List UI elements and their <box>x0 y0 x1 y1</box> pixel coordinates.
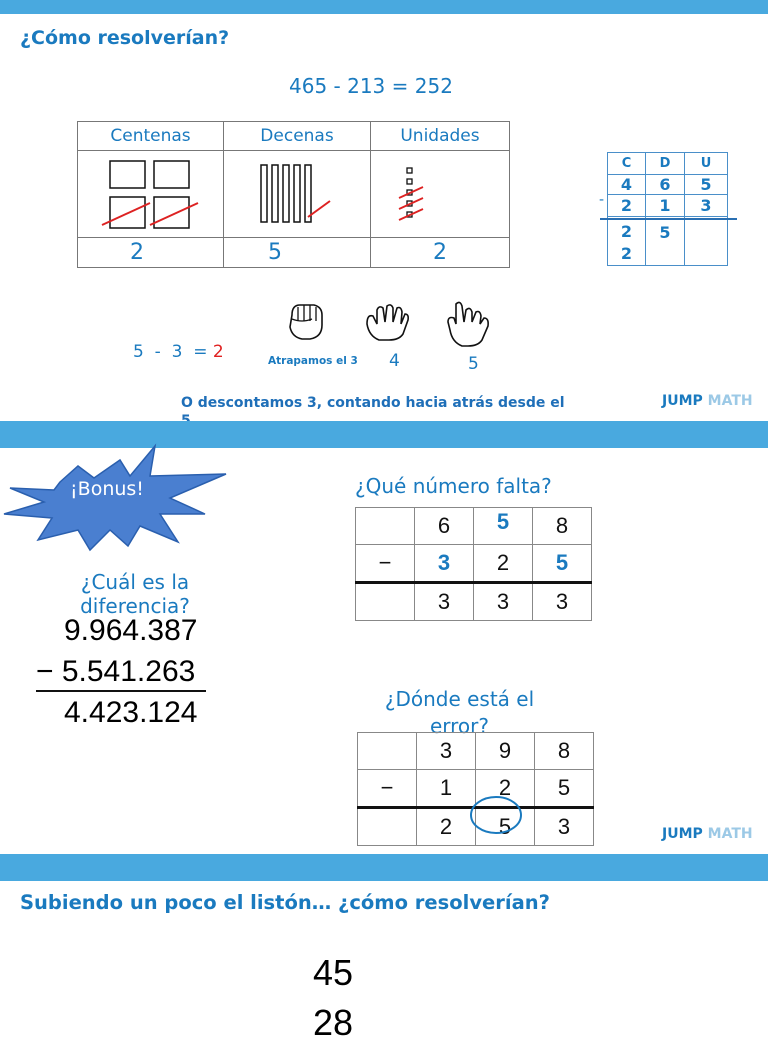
gridB-r2-c0 <box>358 808 417 846</box>
gridB-r1-c2: 2 <box>476 770 535 808</box>
cdu-sum-line <box>600 218 737 220</box>
logo-math-text: MATH <box>707 826 753 842</box>
logo-jump-text: JUMP <box>662 393 703 409</box>
big-number-3: 4.423.124 <box>64 696 198 729</box>
slide1-note: O descontamos 3, contando hacia atrás desde el <box>181 395 565 411</box>
gridA-r0-c2: 5 <box>474 508 533 545</box>
jumpmath-logo-1 <box>662 393 753 409</box>
gridA-r2-c2: 3 <box>474 583 533 621</box>
five-fingers-hand-icon <box>444 298 494 348</box>
gridA-r1-c0: − <box>356 545 415 583</box>
lower-band <box>0 854 768 881</box>
logo-math-text: MATH <box>707 393 753 409</box>
slide3-title: Subiendo un poco el listón… ¿cómo resolverían? <box>20 891 550 914</box>
cdu-header-c: C <box>608 153 646 175</box>
cual-diferencia-text <box>50 570 220 618</box>
cdu-result-c: 2 2 <box>608 217 646 266</box>
slide1-title: ¿Cómo resolverían? <box>20 27 230 49</box>
gridA-r1-c1: 3 <box>415 545 474 583</box>
top-band <box>0 0 768 14</box>
cdu-header-u: U <box>685 153 728 175</box>
header-unidades: Unidades <box>371 122 510 151</box>
gridB-r0-c0 <box>358 733 417 770</box>
gridA-r2-c3: 3 <box>533 583 592 621</box>
slide1-equation: 465 - 213 = 252 <box>289 74 453 98</box>
gridB-r0-c2: 9 <box>476 733 535 770</box>
result-decenas: 5 <box>224 238 371 268</box>
place-value-table <box>77 121 510 268</box>
cdu-table <box>607 152 728 266</box>
slide3-number-1: 45 <box>313 952 354 993</box>
count-five: 5 <box>468 354 479 374</box>
header-centenas: Centenas <box>78 122 224 151</box>
gridB-r0-c3: 8 <box>535 733 594 770</box>
cdu-r2-c: 2 <box>608 195 646 217</box>
cdu-r2-u: 3 <box>685 195 728 217</box>
centenas-blocks <box>78 151 224 238</box>
count-four: 4 <box>389 351 400 371</box>
gridB-r0-c1: 3 <box>417 733 476 770</box>
cdu-header-d: D <box>646 153 685 175</box>
cdu-r2-d: 1 <box>646 195 685 217</box>
header-decenas: Decenas <box>224 122 371 151</box>
gridA-r0-c1: 6 <box>415 508 474 545</box>
atrapamos-label: Atrapamos el 3 <box>268 355 358 367</box>
bonus-label: ¡Bonus! <box>70 478 144 500</box>
cdu-result-d: 5 <box>646 217 685 266</box>
big-sum-line <box>36 690 206 692</box>
missing-number-grid <box>355 507 592 621</box>
big-number-2: − 5.541.263 <box>36 655 196 688</box>
gridA-r1-c2: 2 <box>474 545 533 583</box>
gridA-r0-c0 <box>356 508 415 545</box>
gridB-r2-c2: 5 <box>476 808 535 846</box>
jumpmath-logo-2 <box>662 826 753 842</box>
falta-title: ¿Qué número falta? <box>355 474 552 498</box>
subtraction-result: 2 <box>212 342 224 362</box>
gridA-r1-c3: 5 <box>533 545 592 583</box>
result-centenas: 2 <box>78 238 224 268</box>
cdu-r1-d: 6 <box>646 175 685 195</box>
big-number-1: 9.964.387 <box>64 614 198 647</box>
slide3-number-2: 28 <box>313 1002 354 1043</box>
error-circle <box>468 794 524 836</box>
decenas-rods <box>224 151 371 238</box>
gridA-r2-c1: 3 <box>415 583 474 621</box>
subtraction-left: 5 - 3 = <box>133 342 208 362</box>
cdu-r1-c: 4 <box>608 175 646 195</box>
cdu-minus-sign: - <box>599 192 605 208</box>
gridB-r2-c3: 3 <box>535 808 594 846</box>
cdu-r1-u: 5 <box>685 175 728 195</box>
unidades-cubes <box>371 151 510 238</box>
cual-diferencia-label: ¿Cuál es la diferencia? <box>80 570 190 618</box>
logo-jump-text: JUMP <box>662 826 703 842</box>
gridB-r1-c0: − <box>358 770 417 808</box>
four-fingers-hand-icon <box>363 302 413 342</box>
error-title: ¿Dónde está el error? <box>384 687 535 738</box>
gridA-r0-c3: 8 <box>533 508 592 545</box>
gridA-r2-c0 <box>356 583 415 621</box>
gridB-r1-c1: 1 <box>417 770 476 808</box>
result-unidades: 2 <box>371 238 510 268</box>
gridB-r1-c3: 5 <box>535 770 594 808</box>
fist-icon <box>284 299 328 343</box>
subtraction-text <box>133 342 224 362</box>
gridB-r2-c1: 2 <box>417 808 476 846</box>
